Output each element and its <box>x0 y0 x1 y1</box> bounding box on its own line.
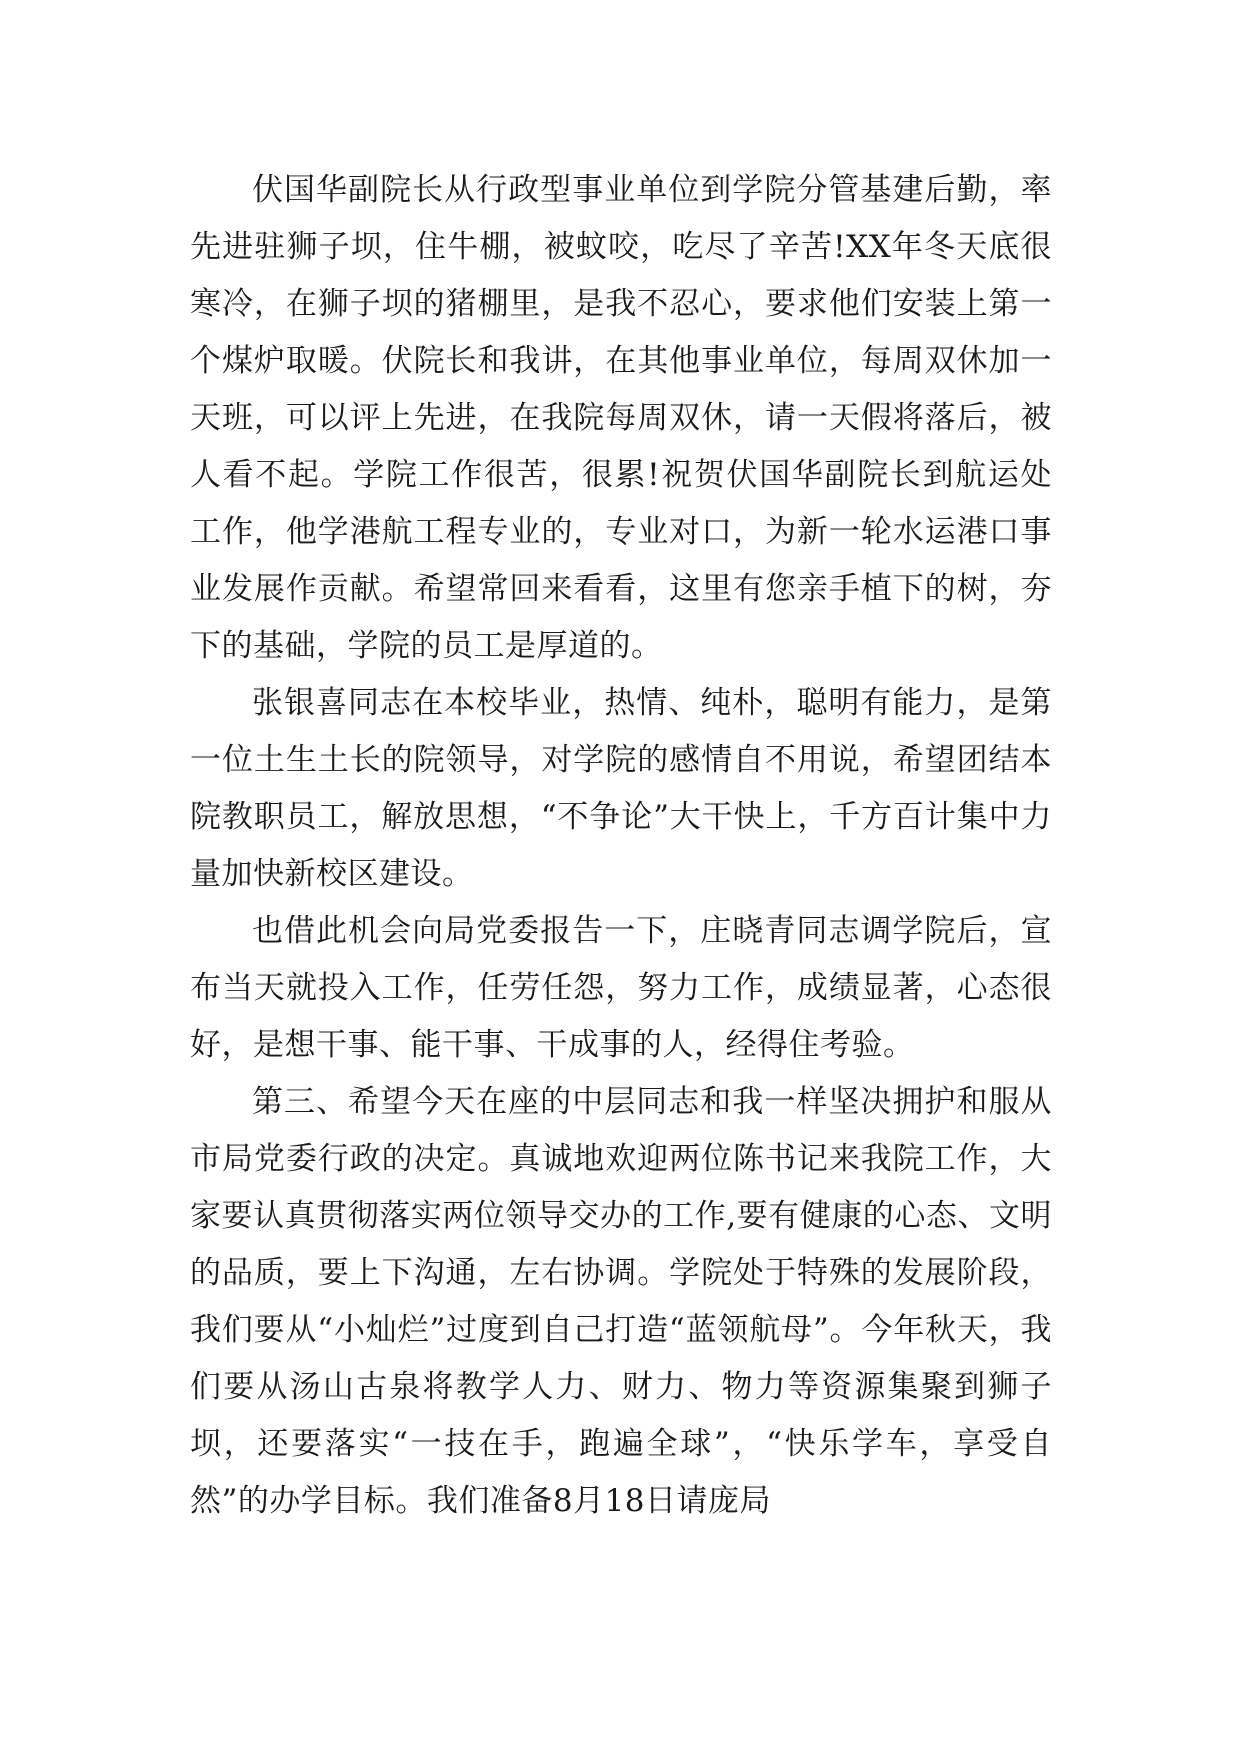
body-text <box>190 162 1052 1530</box>
paragraph-1: 伏国华副院长从行政型事业单位到学院分管基建后勤，率先进驻狮子坝，住牛棚，被蚊咬，吃尽了辛苦!XX年冬天底很寒冷，在狮子坝的猪棚里，是我不忍心，要求他们安装上第一个煤炉取暖。伏院长和我讲，在其他事业单位，每周双休加一天班，可以评上先进，在我院每周双休，请一天假将落后，被人看不起。学院工作很苦，很累!祝贺伏国华副院长到航运处工作，他学港航工程专业的，专业对口，为新一轮水运港口事业发展作贡献。希望常回来看看，这里有您亲手植下的树，夯下的基础，学院的员工是厚道的。 <box>190 172 1052 664</box>
paragraph-3: 也借此机会向局党委报告一下，庄晓青同志调学院后，宣布当天就投入工作，任劳任怨，努力工作，成绩显著，心态很好，是想干事、能干事、干成事的人，经得住考验。 <box>190 913 1052 1063</box>
paragraph-2: 张银喜同志在本校毕业，热情、纯朴，聪明有能力，是第一位土生土长的院领导，对学院的感情自不用说，希望团结本院教职员工，解放思想，“不争论”大干快上，千方百计集中力量加快新校区建设。 <box>190 685 1052 892</box>
paragraph-4: 第三、希望今天在座的中层同志和我一样坚决拥护和服从市局党委行政的决定。真诚地欢迎两位陈书记来我院工作，大家要认真贯彻落实两位领导交办的工作,要有健康的心态、文明的品质，要上下沟通，左右协调。学院处于特殊的发展阶段，我们要从“小灿烂”过度到自己打造“蓝领航母”。今年秋天，我们要从汤山古泉将教学人力、财力、物力等资源集聚到狮子坝，还要落实“一技在手，跑遍全球”，“快乐学车，享受自然”的办学目标。我们准备8月18日请庞局 <box>190 1084 1052 1519</box>
